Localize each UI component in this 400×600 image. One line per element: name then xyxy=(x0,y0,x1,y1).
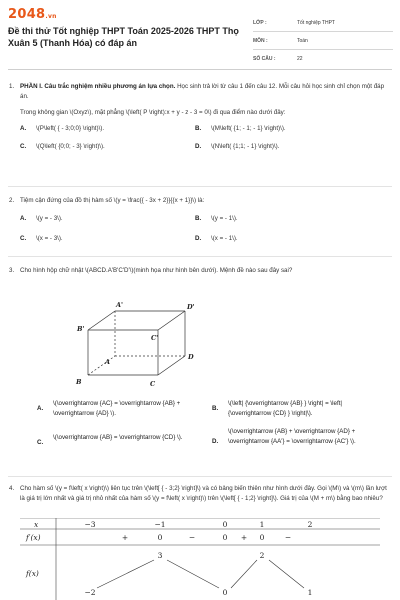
function-value: 1 xyxy=(307,588,313,597)
document-header xyxy=(0,0,400,62)
question-3 xyxy=(9,266,390,276)
decrease-arrow xyxy=(167,560,219,588)
option-text: \(y = - 1\). xyxy=(211,215,238,222)
question-divider xyxy=(8,256,392,257)
derivative-sign: 0 xyxy=(157,533,163,542)
option-label: A. xyxy=(20,125,27,132)
x-row-label: x xyxy=(34,520,39,529)
x-value: 2 xyxy=(307,520,313,529)
edge xyxy=(158,311,185,330)
answer-option[interactable] xyxy=(195,214,361,224)
answer-option[interactable] xyxy=(195,142,361,152)
option-label: D. xyxy=(195,143,202,150)
question-text: Tiệm cận đứng của đồ thị hàm số \(y = \frac{{ - 3x + 2}}{{x + 1}}\) là: xyxy=(20,197,205,204)
x-value: 0 xyxy=(222,520,228,529)
meta-value: Toán xyxy=(297,37,308,44)
question-number: 2. xyxy=(9,197,15,204)
vertex-label: A' xyxy=(116,301,124,309)
x-value: −3 xyxy=(84,520,96,529)
question-divider xyxy=(8,186,392,187)
answer-option[interactable] xyxy=(20,214,186,224)
derivative-sign: − xyxy=(188,533,196,542)
derivative-row-label: f′(x) xyxy=(26,533,41,542)
decrease-arrow xyxy=(269,560,304,588)
option-text: \(Q\left( {0;0; - 3} \right)\). xyxy=(36,143,105,150)
option-text: \(\overrightarrow {AB} + \overrightarrow {AD} + \overrightarrow {AA'} = \overrightarrow {AC'} \). xyxy=(228,428,356,445)
section-instructions: Học sinh trả lời từ câu 1 đến câu 12. Mỗi câu hỏi học sinh chỉ chọn một đáp án. xyxy=(20,83,385,100)
meta-row-count xyxy=(253,50,393,67)
question-text: Cho hàm số \(y = f\left( x \right)\) liên tục trên \(\left[ { - 3;2} \right]\) và có bảng biến thiên như hình dưới đây. Gọi \(M\) và \(m\) lần lượt là giá trị lớn nhất và giá trị nhỏ nhất của hàm số \(y = f\left( x \right)\) trên \(\left[ { - 1;2} \right]\). Giá trị của \(M + m\) bằng bao nhiêu? xyxy=(20,485,387,502)
question-4 xyxy=(9,484,390,504)
meta-key: SỐ CÂU : xyxy=(253,55,276,62)
function-value: −2 xyxy=(84,588,96,597)
increase-arrow xyxy=(97,560,154,588)
option-text: \(y = - 3\). xyxy=(36,215,63,222)
header-divider xyxy=(8,69,392,70)
question-number: 4. xyxy=(9,485,15,492)
derivative-sign: + xyxy=(240,533,248,542)
site-logo[interactable] xyxy=(8,7,57,22)
meta-value: 22 xyxy=(297,55,303,62)
vertex-label: B xyxy=(76,378,82,386)
option-label: C. xyxy=(37,439,44,446)
meta-key: LỚP : xyxy=(253,19,267,26)
option-text: \(M\left( {1; - 1; - 1} \right)\). xyxy=(211,125,286,132)
option-label: B. xyxy=(212,405,219,412)
derivative-sign: − xyxy=(284,533,292,542)
answer-options xyxy=(20,124,390,158)
function-value: 0 xyxy=(222,588,228,597)
increase-arrow xyxy=(231,560,257,588)
vertex-label: D xyxy=(188,353,194,361)
option-label: D. xyxy=(212,438,219,445)
question-divider xyxy=(8,476,392,477)
meta-panel xyxy=(253,14,393,67)
answer-option[interactable] xyxy=(20,234,186,244)
option-label: A. xyxy=(37,405,44,412)
variation-table xyxy=(20,518,380,600)
function-row-label: f(x) xyxy=(26,569,39,578)
option-label: C. xyxy=(20,235,27,242)
option-text: \(\overrightarrow {AC} = \overrightarrow {AB} + \overrightarrow {AD} \). xyxy=(53,400,181,417)
meta-row-subject xyxy=(253,32,393,50)
derivative-sign: 0 xyxy=(222,533,228,542)
option-label: C. xyxy=(20,143,27,150)
option-text: \(x = - 1\). xyxy=(211,235,238,242)
question-text: Trong không gian \(Oxyz\), mặt phẳng \(\left( P \right):x + y - z - 3 = 0\) đi qua điểm nào dưới đây: xyxy=(20,109,286,116)
answer-option[interactable] xyxy=(20,142,186,152)
page-title: Đề thi thử Tốt nghiệp THPT Toán 2025-2026 THPT Thọ Xuân 5 (Thanh Hóa) có đáp án xyxy=(8,26,239,48)
derivative-sign: + xyxy=(121,533,129,542)
vertex-label: C xyxy=(150,380,156,388)
hidden-edge xyxy=(88,356,115,375)
vertex-label: D' xyxy=(187,303,195,311)
option-label: A. xyxy=(20,215,27,222)
answer-options xyxy=(37,397,392,469)
option-label: B. xyxy=(195,215,202,222)
vertex-label: B' xyxy=(77,325,85,333)
derivative-sign: 0 xyxy=(259,533,265,542)
function-value: 2 xyxy=(259,551,265,560)
logo-text: 2048 xyxy=(8,7,46,22)
function-value: 3 xyxy=(157,551,163,560)
question-1 xyxy=(9,82,390,158)
meta-row-class xyxy=(253,14,393,32)
meta-key: MÔN : xyxy=(253,37,268,44)
logo-suffix: .vn xyxy=(45,13,57,20)
answer-option[interactable] xyxy=(195,234,361,244)
answer-options xyxy=(20,214,390,248)
answer-option[interactable] xyxy=(37,433,203,448)
vertex-label: C' xyxy=(151,334,159,342)
answer-option[interactable] xyxy=(195,124,361,134)
option-text: \(P\left( { - 3;0;0} \right)\). xyxy=(36,125,105,132)
answer-option[interactable] xyxy=(212,399,378,419)
answer-option[interactable] xyxy=(212,427,378,447)
question-intro xyxy=(20,82,390,102)
x-value: 1 xyxy=(259,520,265,529)
answer-option[interactable] xyxy=(37,399,203,419)
question-number: 1. xyxy=(9,83,15,90)
option-text: \(N\left( {1;1; - 1} \right)\). xyxy=(211,143,280,150)
section-heading: PHẦN I. Câu trắc nghiệm nhiều phương án lựa chọn. xyxy=(20,83,176,90)
option-text: \(x = - 3\). xyxy=(36,235,63,242)
question-number: 3. xyxy=(9,267,15,274)
option-label: B. xyxy=(195,125,202,132)
meta-value: Tốt nghiệp THPT xyxy=(297,19,335,26)
x-value: −1 xyxy=(154,520,166,529)
box-figure xyxy=(70,294,210,394)
edge xyxy=(88,311,115,330)
option-text: \(\overrightarrow {AB} = \overrightarrow {CD} \). xyxy=(53,434,183,441)
answer-option[interactable] xyxy=(20,124,186,134)
edge xyxy=(158,356,185,375)
option-label: D. xyxy=(195,235,202,242)
option-text: \(\left| {\overrightarrow {AB} } \right| = \left| {\overrightarrow {CD} } \right|\). xyxy=(228,400,343,417)
vertex-label: A xyxy=(105,358,111,366)
question-2 xyxy=(9,196,390,248)
question-text: Cho hình hộp chữ nhật \(ABCD.A'B'C'D'\)(minh họa như hình bên dưới). Mệnh đề nào sau đây sai? xyxy=(20,267,293,274)
